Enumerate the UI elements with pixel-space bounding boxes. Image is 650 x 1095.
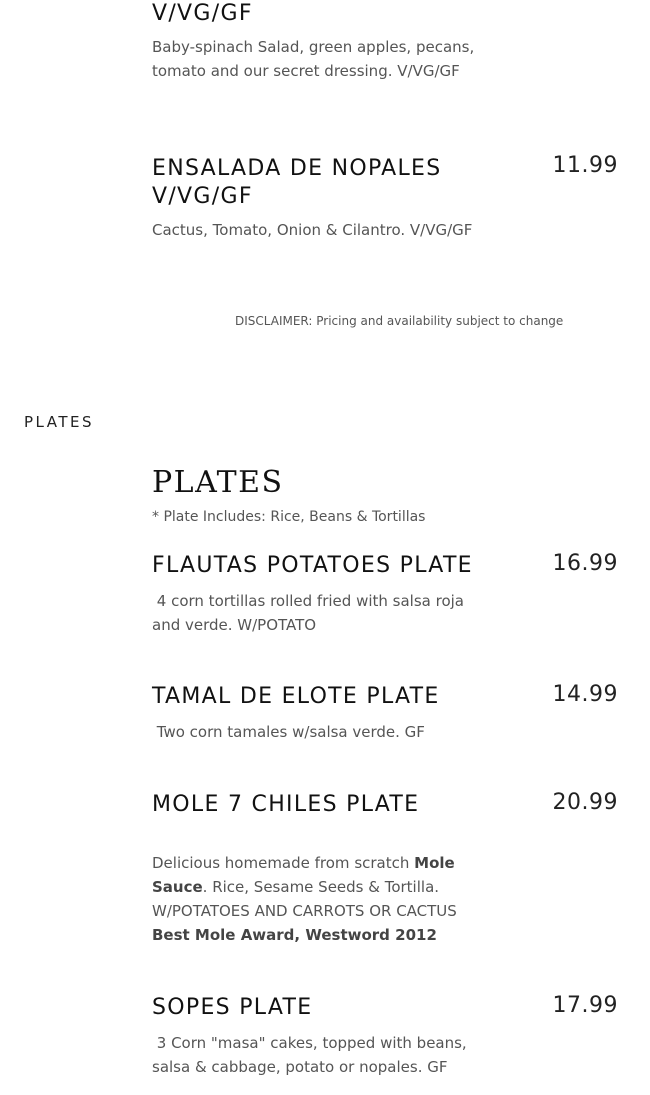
tamal-item-price: 14.99 (552, 682, 618, 707)
tamal-item-title: TAMAL DE ELOTE PLATE (152, 684, 440, 709)
description-bold-text: Mole (414, 854, 455, 872)
flautas-item-title: FLAUTAS POTATOES PLATE (152, 553, 473, 578)
description-line: 3 Corn "masa" cakes, topped with beans, (152, 1034, 467, 1052)
plate-includes-note: * Plate Includes: Rice, Beans & Tortillas (152, 509, 426, 525)
description-line: and verde. W/POTATO (152, 616, 317, 634)
nopales-item-title (152, 155, 442, 211)
description-line (152, 923, 482, 947)
nopales-item-description: Cactus, Tomato, Onion & Cilantro. V/VG/GF (152, 221, 473, 239)
description-line (152, 851, 482, 875)
description-line: salsa & cabbage, potato or nopales. GF (152, 1058, 448, 1076)
description-text: Delicious homemade from scratch (152, 854, 415, 872)
title-line: V/VG/GF (152, 184, 253, 209)
sopes-item-price: 17.99 (552, 993, 618, 1018)
description-line: 4 corn tortillas rolled fried with salsa roja (152, 592, 464, 610)
description-line (152, 875, 482, 899)
flautas-item-description (152, 589, 464, 637)
award-text: Best Mole Award, Westword 2012 (152, 926, 437, 944)
description-line: tomato and our secret dressing. V/VG/GF (152, 62, 460, 80)
flautas-item-price: 16.99 (552, 551, 618, 576)
description-line: W/POTATOES AND CARROTS OR CACTUS (152, 902, 457, 920)
sopes-item-description (152, 1031, 467, 1079)
section-heading-plates: PLATES (152, 465, 284, 500)
pricing-disclaimer: DISCLAIMER: Pricing and availability subject to change (235, 314, 564, 328)
description-line: Baby-spinach Salad, green apples, pecans, (152, 38, 475, 56)
description-line: Two corn tamales w/salsa verde. GF (152, 723, 425, 741)
nopales-item-price: 11.99 (552, 153, 618, 178)
salad-item-title-tail: V/VG/GF (152, 1, 253, 26)
description-bold-text: Sauce (152, 878, 203, 896)
description-text: . Rice, Sesame Seeds & Tortilla. (202, 878, 440, 896)
tamal-item-description (152, 720, 425, 744)
salad-item-description (152, 35, 474, 83)
section-label-plates: PLATES (24, 413, 95, 431)
mole-item-description (152, 851, 482, 947)
mole-item-price: 20.99 (552, 790, 618, 815)
mole-item-title: MOLE 7 CHILES PLATE (152, 792, 420, 817)
sopes-item-title: SOPES PLATE (152, 995, 313, 1020)
title-line: ENSALADA DE NOPALES (152, 156, 442, 181)
